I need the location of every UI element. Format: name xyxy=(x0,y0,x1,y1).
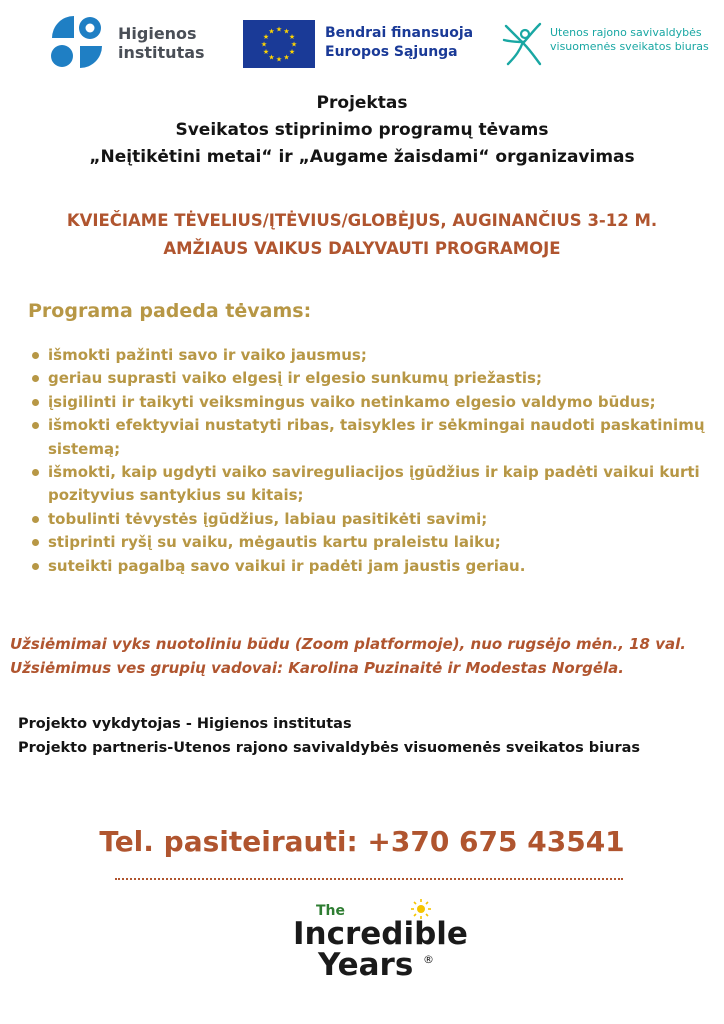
program-title: Programa padeda tėvams: xyxy=(28,300,312,322)
project-heading xyxy=(0,90,724,171)
eu-star-icon: ★ xyxy=(268,53,275,62)
eu-star-icon: ★ xyxy=(268,27,275,36)
eu-star-icon: ★ xyxy=(288,48,296,56)
eu-cofunded-logo xyxy=(243,20,483,70)
higienos-line1: Higienos xyxy=(118,24,197,43)
iy-the: The xyxy=(316,903,346,919)
eu-star-icon: ★ xyxy=(262,33,270,41)
session-format: Užsiėmimai vyks nuotoliniu būdu (Zoom platformoje), nuo rugsėjo mėn., 18 val. xyxy=(10,635,686,653)
eu-star-icon: ★ xyxy=(260,40,268,49)
project-title: Sveikatos stiprinimo programų tėvams xyxy=(175,120,549,140)
higienos-mark-icon xyxy=(50,16,106,68)
eu-star-icon: ★ xyxy=(290,40,298,49)
contact-phone: Tel. pasiteirauti: +370 675 43541 xyxy=(99,825,625,858)
project-executor: Projekto vykdytojas - Higienos institutas xyxy=(18,716,352,732)
program-benefits-list xyxy=(32,344,712,578)
eu-star-icon: ★ xyxy=(275,55,283,64)
utena-health-bureau-logo xyxy=(500,20,715,68)
incredible-years-logo xyxy=(290,895,500,985)
eu-star-icon: ★ xyxy=(288,33,296,41)
utena-line2: visuomenės sveikatos biuras xyxy=(550,40,709,53)
eu-star-icon: ★ xyxy=(283,53,290,62)
list-item: geriau suprasti vaiko elgesį ir elgesio sunkumų priežastis; xyxy=(32,367,712,390)
higienos-line2: institutas xyxy=(118,43,205,62)
eu-star-icon: ★ xyxy=(262,48,270,56)
list-item: tobulinti tėvystės įgūdžius, labiau pasitikėti savimi; xyxy=(32,508,712,531)
higienos-institutas-logo xyxy=(50,16,220,68)
list-item: stiprinti ryšį su vaiku, mėgautis kartu praleistu laiku; xyxy=(32,531,712,554)
list-item: suteikti pagalbą savo vaikui ir padėti jam jaustis geriau. xyxy=(32,555,712,578)
eu-line2: Europos Sąjunga xyxy=(325,44,458,60)
invitation-banner xyxy=(0,207,724,263)
session-leaders: Užsiėmimus ves grupių vadovai: Karolina Puzinaitė ir Modestas Norgėla. xyxy=(10,659,624,677)
dancing-figure-icon xyxy=(500,20,546,68)
session-info xyxy=(10,632,724,680)
dotted-divider xyxy=(115,878,623,880)
iy-registered-mark: ® xyxy=(423,953,434,966)
eu-line1: Bendrai finansuoja xyxy=(325,25,474,41)
eu-flag-icon xyxy=(243,20,315,68)
project-subtitle: „Neįtikėtini metai“ ir „Augame žaisdami“ organizavimas xyxy=(89,147,635,167)
eu-star-icon: ★ xyxy=(275,25,283,34)
iy-years: Years xyxy=(318,947,414,983)
project-organizers xyxy=(18,712,640,760)
invitation-line2: AMŽIAUS VAIKUS DALYVAUTI PROGRAMOJE xyxy=(163,239,561,258)
list-item: išmokti pažinti savo ir vaiko jausmus; xyxy=(32,344,712,367)
list-item: išmokti, kaip ugdyti vaiko savireguliacijos įgūdžius ir kaip padėti vaikui kurti pozityvius santykius su kitais; xyxy=(32,461,712,508)
invitation-line1: KVIEČIAME TĖVELIUS/ĮTĖVIUS/GLOBĖJUS, AUGINANČIUS 3-12 M. xyxy=(66,211,658,230)
list-item: išmokti efektyviai nustatyti ribas, taisykles ir sėkmingai naudoti paskatinimų sistemą; xyxy=(32,414,712,461)
eu-star-icon: ★ xyxy=(283,27,290,36)
iy-incredible: Incredible xyxy=(293,916,468,952)
project-partner: Projekto partneris-Utenos rajono savivaldybės visuomenės sveikatos biuras xyxy=(18,740,641,756)
utena-line1: Utenos rajono savivaldybės xyxy=(550,26,702,39)
project-label: Projektas xyxy=(316,93,408,113)
list-item: įsigilinti ir taikyti veiksmingus vaiko netinkamo elgesio valdymo būdus; xyxy=(32,391,712,414)
